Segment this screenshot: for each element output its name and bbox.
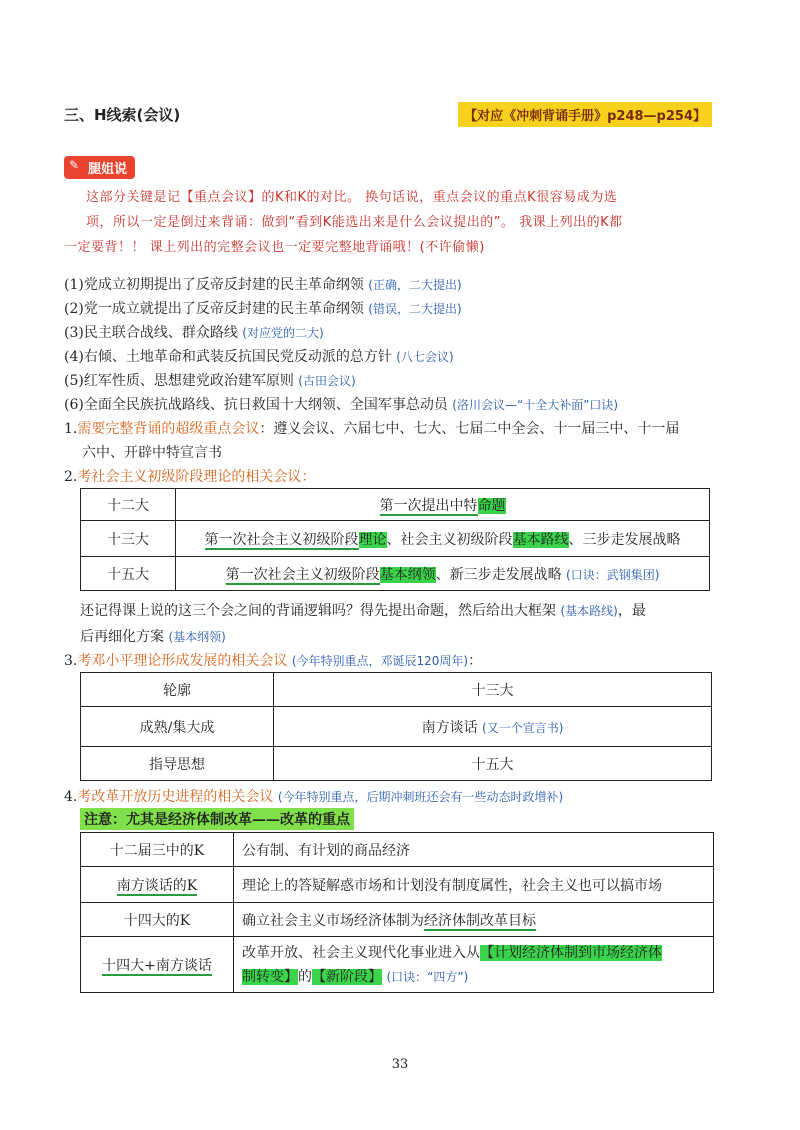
table-row: 十四大+南方谈话 改革开放、社会主义现代化事业进入从【计划经济体制到市场经济体 制转变】的【新阶段】 (口诀：“四方”) (81, 937, 714, 993)
list-item: (1)党成立初期提出了反帝反封建的民主革命纲领 (正确，二大提出) (64, 277, 462, 293)
point-1: 1.需要完整背诵的超级重点会议：遵义会议、六届七中、七大、七届二中全会、十一届三中、十一届 (64, 421, 680, 437)
list-item: (6)全面全民族抗战路线、抗日救国十大纲领、全国军事总动员 (洛川会议—“十全大补面”口诀) (64, 397, 619, 413)
page-number: 33 (391, 1057, 409, 1072)
table-row: 指导思想 十五大 (81, 747, 712, 781)
table-row: 成熟/集大成 南方谈话 (又一个宣言书) (81, 707, 712, 747)
point-2-after-2: 后再细化方案 (基本纲领) (80, 629, 226, 645)
table-row: 十二大 第一次提出中特命题 (81, 489, 710, 521)
table-row: 十五大 第一次社会主义初级阶段基本纲领、新三步走发展战略 (口诀：武钢集团) (81, 557, 710, 591)
point-2-after-1: 还记得课上说的这三个会之间的背诵逻辑吗？得先提出命题，然后给出大框架 (基本路线)，最 (80, 603, 646, 619)
table-row: 南方谈话的K 理论上的答疑解惑市场和计划没有制度属性，社会主义也可以搞市场 (81, 867, 714, 903)
table-3 (80, 672, 712, 781)
note-line-3: 一定要背！！ 课上列出的完整会议也一定要完整地背诵哦！(不许偷懒) (64, 240, 485, 255)
speech-bubble-icon: ✎ (69, 158, 80, 172)
point-1-line-2: 六中、开辟中特宣言书 (82, 445, 222, 461)
section-title: 三、H线索(会议) (64, 106, 181, 124)
table-row: 十二届三中的K 公有制、有计划的商品经济 (81, 833, 714, 867)
table-row: 十四大的K 确立社会主义市场经济体制为经济体制改革目标 (81, 903, 714, 937)
table-4 (80, 832, 714, 993)
point-2-title: 2.考社会主义初级阶段理论的相关会议： (64, 469, 316, 485)
tip-badge (64, 156, 135, 179)
note-line-1: 这部分关键是记【重点会议】的K和K的对比。 换句话说，重点会议的重点K很容易成为选 (86, 190, 618, 205)
list-item: (2)党一成立就提出了反帝反封建的民主革命纲领 (错误，二大提出) (64, 301, 462, 317)
attention-bar: 注意：尤其是经济体制改革——改革的重点 (80, 808, 354, 830)
point-4-title: 4.考改革开放历史进程的相关会议 (今年特别重点，后期冲刺班还会有一些动态时政增补) (64, 789, 564, 805)
reference-tag: 【对应《冲刺背诵手册》p248—p254】 (458, 102, 712, 127)
table-row: 轮廓 十三大 (81, 673, 712, 707)
note-line-2: 项，所以一定是倒过来背诵：做到“看到K能选出来是什么会议提出的”。 我课上列出的K都 (86, 215, 623, 230)
table-2 (80, 488, 710, 591)
list-item: (3)民主联合战线、群众路线 (对应党的二大) (64, 325, 324, 341)
list-item: (5)红军性质、思想建党政治建军原则 (古田会议) (64, 373, 356, 389)
tip-badge-label: 腿姐说 (88, 162, 128, 177)
list-item: (4)右倾、土地革命和武装反抗国民党反动派的总方针 (八七会议) (64, 349, 454, 365)
point-3-title: 3.考邓小平理论形成发展的相关会议 (今年特别重点，邓诞辰120周年)： (64, 653, 483, 669)
table-row: 十三大 第一次社会主义初级阶段理论、社会主义初级阶段基本路线、三步走发展战略 (81, 521, 710, 557)
